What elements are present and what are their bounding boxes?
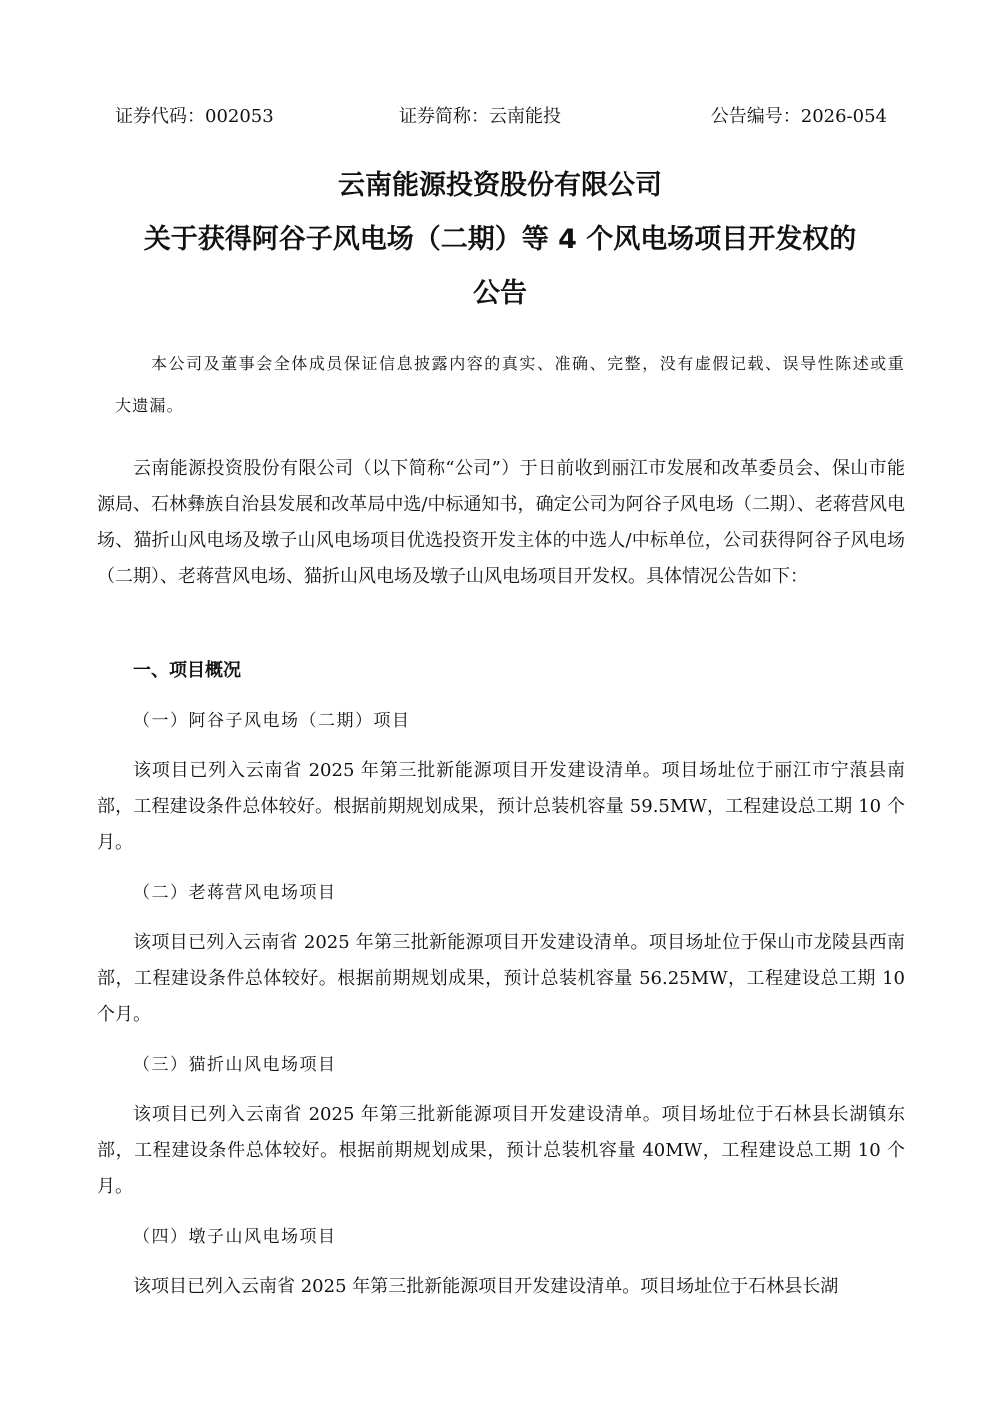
subsection-heading-4: （四）墩子山风电场项目 bbox=[133, 1227, 337, 1247]
subsection-heading-2: （二）老蒋营风电场项目 bbox=[133, 883, 337, 903]
board-guarantee-notice: 本公司及董事会全体成员保证信息披露内容的真实、准确、完整，没有虚假记载、误导性陈述或重大遗漏。 bbox=[115, 354, 905, 415]
section-heading-project-overview: 一、项目概况 bbox=[133, 660, 241, 681]
subsection-paragraph-1: 该项目已列入云南省 2025 年第三批新能源项目开发建设清单。项目场址位于丽江市宁蒗县南部，工程建设条件总体较好。根据前期规划成果，预计总装机容量 59.5MW，工程建设总工期 10 个月。 bbox=[97, 760, 905, 853]
securities-code: 证券代码：002053 bbox=[115, 106, 274, 127]
subsection-paragraph-2: 该项目已列入云南省 2025 年第三批新能源项目开发建设清单。项目场址位于保山市龙陵县西南部，工程建设条件总体较好。根据前期规划成果，预计总装机容量 56.25MW，工程建设总工期 10 个月。 bbox=[97, 932, 905, 1025]
subsection-heading-1: （一）阿谷子风电场（二期）项目 bbox=[133, 711, 411, 731]
title-company: 云南能源投资股份有限公司 bbox=[338, 170, 662, 201]
intro-paragraph: 云南能源投资股份有限公司（以下简称“公司”）于日前收到丽江市发展和改革委员会、保山市能源局、石林彝族自治县发展和改革局中选/中标通知书，确定公司为阿谷子风电场（二期）、老蒋营风电场、猫折山风电场及墩子山风电场项目优选投资开发主体的中选人/中标单位，公司获得阿谷子风电场（二期）、老蒋营风电场、猫折山风电场及墩子山风电场项目开发权。具体情况公告如下： bbox=[97, 458, 905, 587]
subsection-paragraph-4: 该项目已列入云南省 2025 年第三批新能源项目开发建设清单。项目场址位于石林县长湖 bbox=[133, 1276, 839, 1297]
title-announcement: 公告 bbox=[473, 278, 527, 309]
subsection-heading-3: （三）猫折山风电场项目 bbox=[133, 1055, 337, 1075]
header-row bbox=[115, 102, 887, 132]
securities-abbreviation: 证券简称：云南能投 bbox=[399, 106, 561, 127]
subsection-paragraph-3: 该项目已列入云南省 2025 年第三批新能源项目开发建设清单。项目场址位于石林县长湖镇东部，工程建设条件总体较好。根据前期规划成果，预计总装机容量 40MW，工程建设总工期 10 个月。 bbox=[97, 1104, 905, 1197]
announcement-number: 公告编号：2026-054 bbox=[710, 106, 887, 127]
title-subject: 关于获得阿谷子风电场（二期）等 4 个风电场项目开发权的 bbox=[143, 224, 857, 255]
